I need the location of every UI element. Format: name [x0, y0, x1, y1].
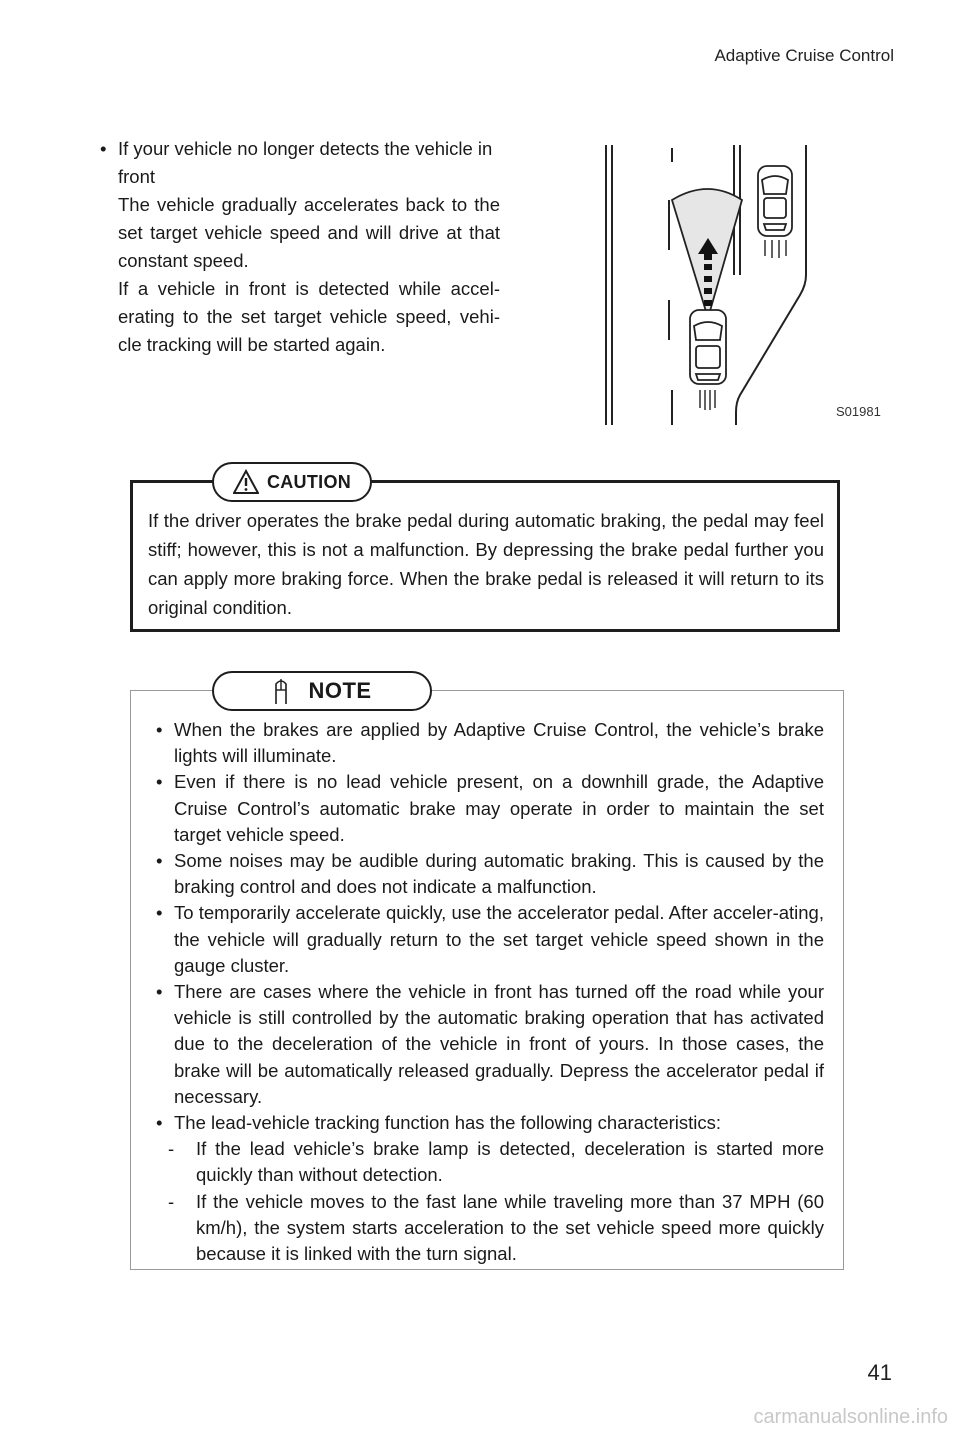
- bullet-icon: •: [156, 902, 163, 924]
- intro-paragraph-1: The vehicle gradually accelerates back to the set target vehicle speed and will drive at that constant speed.: [118, 194, 500, 271]
- note-sub-item-text: If the lead vehicle’s brake lamp is detected, deceleration is started more quickly than without detection.: [196, 1138, 824, 1186]
- bullet-icon: •: [156, 850, 163, 872]
- note-list: [154, 717, 824, 1267]
- bullet-icon: •: [156, 719, 163, 740]
- figure-code: S01981: [836, 404, 881, 419]
- dash-icon: -: [168, 1190, 175, 1212]
- bullet-icon: •: [100, 138, 107, 159]
- bullet-icon: •: [156, 981, 163, 1003]
- note-item: [154, 1110, 824, 1267]
- note-item: [154, 900, 824, 979]
- bullet-icon: •: [156, 1112, 163, 1134]
- warning-triangle-icon: [233, 469, 259, 495]
- note-sub-item: [160, 1136, 824, 1188]
- note-item: [154, 979, 824, 1110]
- note-sub-list: [160, 1136, 824, 1267]
- road-diagram-svg: [600, 140, 890, 430]
- page-header: Adaptive Cruise Control: [714, 46, 894, 65]
- note-label-tab: [212, 671, 432, 711]
- watermark: carmanualsonline.info: [753, 1406, 948, 1428]
- page-number: 41: [867, 1360, 892, 1385]
- note-item-text: The lead-vehicle tracking function has the following characteristics:: [174, 1112, 722, 1134]
- note-item-text: There are cases where the vehicle in front has turned off the road while your vehicle is still controlled by the automatic braking operation that has activated due to the deceleration of the vehicle in front of yours. In those cases, the brake will be automatically released gradually. Depress the accelerator pedal if necessary.: [174, 981, 824, 1107]
- intro-heading: [100, 135, 500, 191]
- intro-section: [100, 135, 500, 359]
- note-sub-item: [160, 1189, 824, 1268]
- bullet-icon: •: [156, 771, 163, 793]
- vehicle-detection-illustration: [600, 140, 890, 430]
- note-item-text: Some noises may be audible during automatic braking. This is caused by the braking control and does not indicate a malfunction.: [174, 850, 824, 898]
- note-item: [154, 717, 824, 769]
- intro-paragraph-2: If a vehicle in front is detected while accel-erating to the set target vehicle speed, vehi-cle tracking will be started again.: [118, 278, 500, 355]
- note-item-text: To temporarily accelerate quickly, use the accelerator pedal. After acceler-ating, the vehicle will gradually return to the set target vehicle speed shown in the gauge cluster.: [174, 902, 824, 976]
- note-item: [154, 848, 824, 900]
- intro-heading-text: If your vehicle no longer detects the vehicle in front: [118, 138, 493, 187]
- caution-text: If the driver operates the brake pedal during automatic braking, the pedal may feel stiff; however, this is not a malfunction. By depressing the brake pedal further you can apply more braking force. When the brake pedal is released it will return to its original condition.: [148, 510, 824, 618]
- note-item-text: Even if there is no lead vehicle present, on a downhill grade, the Adaptive Cruise Control’s automatic brake may operate in order to maintain the set target vehicle speed.: [174, 771, 824, 845]
- note-hand-icon: [272, 676, 290, 706]
- caution-label: CAUTION: [266, 471, 352, 492]
- caution-label-tab: [212, 462, 372, 502]
- note-sub-item-text: If the vehicle moves to the fast lane while traveling more than 37 MPH (60 km/h), the system starts acceleration to the set vehicle speed more quickly because it is linked with the turn signal.: [196, 1190, 824, 1265]
- note-item: [154, 769, 824, 848]
- dash-icon: -: [168, 1138, 175, 1160]
- note-item-text: When the brakes are applied by Adaptive Cruise Control, the vehicle’s brake lights will illuminate.: [174, 719, 824, 767]
- note-label: NOTE: [308, 678, 372, 703]
